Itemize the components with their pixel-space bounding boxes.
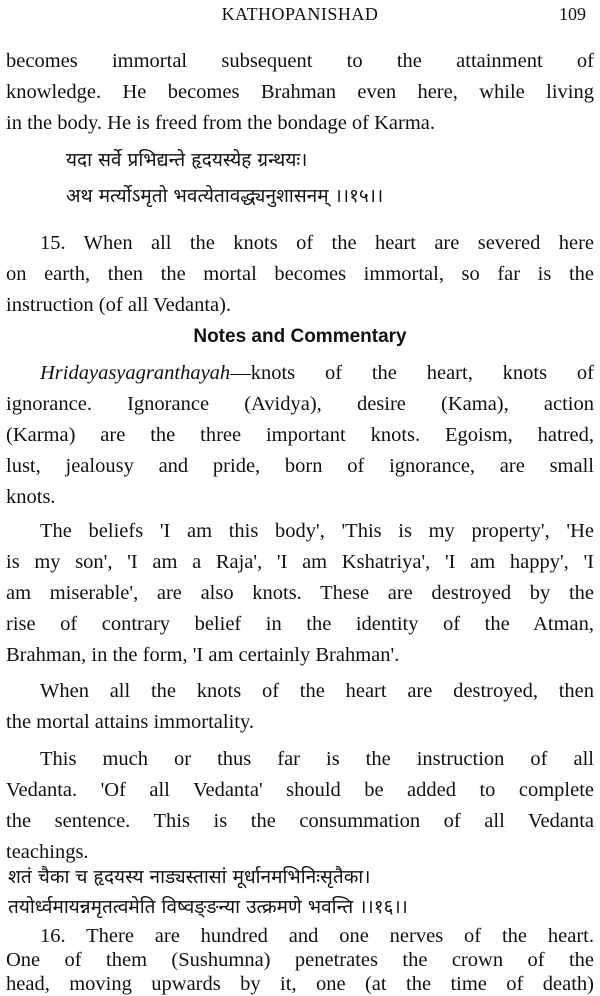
text-line — [6, 358, 594, 389]
running-header — [0, 2, 600, 28]
verse-line: शतं चैका च हृदयस्य नाड्यस्तासां मूर्धानमभिनिःसृतैका। — [8, 866, 371, 888]
text-line: on earth, then the mortal becomes immortal, so far is the — [6, 263, 594, 285]
running-title: KATHOPANISHAD — [221, 4, 379, 24]
page-number: 109 — [559, 4, 586, 24]
commentary-paragraph-1 — [6, 358, 594, 513]
text-line: Brahman, in the form, 'I am certainly Brahman'. — [6, 644, 400, 666]
text-line: 15. When all the knots of the heart are severed here — [40, 232, 594, 254]
verse-line: तयोर्ध्वमायन्नमृतत्वमेति विष्वङ्ङन्या उत्क्रमणे भवन्ति ।।१६।। — [8, 896, 408, 918]
term-definition: —knots of the heart, knots of — [230, 362, 594, 384]
text-line: teachings. — [6, 841, 89, 863]
text-line: (Karma) are the three important knots. Egoism, hatred, — [6, 424, 594, 446]
translation-15 — [6, 228, 594, 321]
text-line: The beliefs 'I am this body', 'This is my property', 'He — [40, 520, 594, 542]
paragraph-continuation — [6, 46, 594, 139]
text-line: the sentence. This is the consummation of all Vedanta — [6, 810, 594, 832]
verse-line: यदा सर्वे प्रभिद्यन्ते हृदयस्येह ग्रन्थयः। — [66, 149, 308, 171]
text-line: in the body. He is freed from the bondage of Karma. — [6, 112, 436, 134]
text-line: Vedanta. 'Of all Vedanta' should be added to complete — [6, 779, 594, 801]
text-line: head, moving upwards by it, one (at the time of death) — [6, 973, 594, 995]
commentary-paragraph-2 — [6, 516, 594, 671]
text-line: knowledge. He becomes Brahman even here, while living — [6, 81, 594, 103]
verse-line: अथ मर्त्योऽमृतो भवत्येतावद्ध्यनुशासनम् ।।१५।। — [66, 185, 384, 207]
verse-16 — [8, 862, 594, 922]
sanskrit-term: Hridayasyagranthayah — [40, 362, 231, 384]
text-line: instruction (of all Vedanta). — [6, 294, 232, 316]
text-line: rise of contrary belief in the identity of the Atman, — [6, 613, 594, 635]
commentary-paragraph-4 — [6, 744, 594, 868]
text-line: is my son', 'I am a Raja', 'I am Kshatriya', 'I am happy', 'I — [6, 551, 594, 573]
text-line: ignorance. Ignorance (Avidya), desire (Kama), action — [6, 393, 594, 415]
text-line: lust, jealousy and pride, born of ignorance, are small — [6, 455, 594, 477]
section-heading: Notes and Commentary — [193, 326, 407, 347]
text-line: am miserable', are also knots. These are destroyed by the — [6, 582, 594, 604]
translation-16 — [6, 924, 594, 996]
text-line: becomes immortal subsequent to the attainment of — [6, 50, 594, 72]
text-line: One of them (Sushumna) penetrates the crown of the — [6, 949, 594, 971]
text-line: the mortal attains immortality. — [6, 711, 255, 733]
text-line: This much or thus far is the instruction of all — [40, 748, 594, 770]
text-line: 16. There are hundred and one nerves of the heart. — [40, 925, 594, 947]
text-line: knots. — [6, 486, 56, 508]
verse-15 — [66, 142, 586, 214]
text-line: When all the knots of the heart are destroyed, then — [40, 680, 594, 702]
commentary-paragraph-3 — [6, 676, 594, 738]
